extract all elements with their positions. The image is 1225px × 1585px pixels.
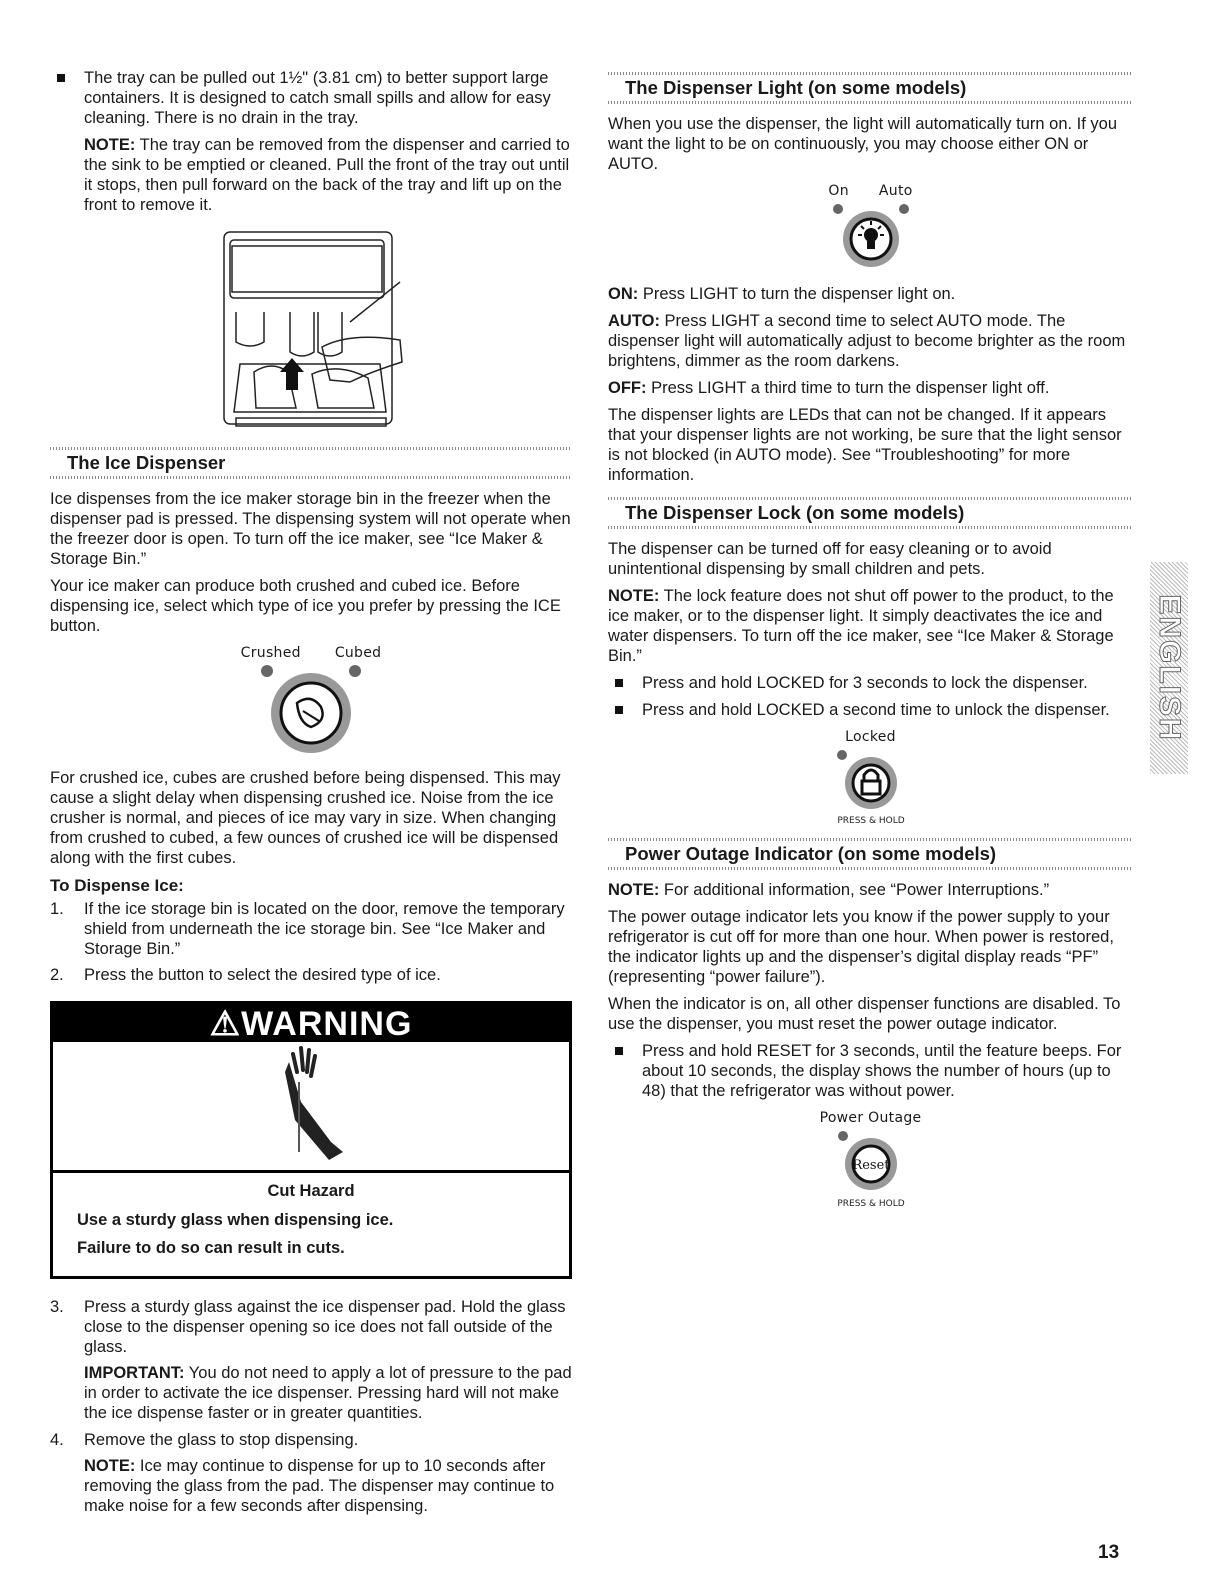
- lock-paragraph-1: The dispenser can be turned off for easy cleaning or to avoid unintentional dispensing by small children and pets.: [608, 540, 1052, 578]
- to-dispense-heading: To Dispense Ice:: [50, 876, 184, 895]
- light-bulb-icon: [816, 201, 926, 271]
- off-mode: [608, 378, 1133, 398]
- power-outage-heading: [608, 838, 1133, 870]
- note-label: NOTE:: [84, 1457, 136, 1475]
- on-label: On: [828, 183, 849, 199]
- note-text: The tray can be removed from the dispenser and carried to the sink to be emptied or cleaned. Pull the front of the tray out until it stops, then pull forward on the back of the tray and lift up on the front to remove it.: [84, 136, 570, 214]
- step-text: Remove the glass to stop dispensing.: [84, 1431, 359, 1449]
- note-label: NOTE:: [608, 587, 660, 605]
- warning-box: [50, 1001, 572, 1279]
- right-column: [608, 72, 1133, 1217]
- reset-icon: [811, 1128, 931, 1212]
- warning-line-1: Use a sturdy glass when dispensing ice.: [77, 1211, 394, 1229]
- ice-paragraph-3: For crushed ice, cubes are crushed before being dispensed. This may cause a slight delay when dispensing crushed ice. Noise from the ice crusher is normal, and pieces of ice may vary in size. When changing from crushed to cubed, a few ounces of crushed ice will be dispensed along with the first cubes.: [50, 769, 561, 867]
- step-text: Press a sturdy glass against the ice dispenser pad. Hold the glass close to the dispenser opening so ice does not fall outside of the glass.: [84, 1298, 566, 1356]
- ice-button-icon: [241, 663, 381, 755]
- light-paragraph-2: The dispenser lights are LEDs that can not be changed. If it appears that your dispenser lights are not working, be sure that the light sensor is not blocked (in AUTO mode). See “Troubleshooting” for more information.: [608, 406, 1122, 484]
- note-label: NOTE:: [84, 136, 136, 154]
- step-number: 4.: [50, 1431, 64, 1449]
- step-4: [50, 1430, 572, 1450]
- side-tab-label: ENGLISH: [1153, 594, 1186, 742]
- power-paragraph-1: The power outage indicator lets you know if the power supply to your refrigerator is cut off for more than one hour. When power is restored, the indicator lights up and the dispenser’s digital display reads “PF” (representing “power failure”).: [608, 908, 1114, 986]
- lock-icon: [816, 747, 926, 827]
- power-note: [608, 880, 1133, 900]
- step-text: If the ice storage bin is located on the door, remove the temporary shield from underneath the ice storage bin. See “Ice Maker and Storage Bin.”: [84, 900, 565, 958]
- lock-button-diagram: [608, 727, 1133, 832]
- section-title: The Dispenser Light (on some models): [625, 77, 967, 98]
- light-paragraph-1: When you use the dispenser, the light will automatically turn on. If you want the light to be on continuously, you may choose either ON or AUTO.: [608, 115, 1118, 173]
- note-label: NOTE:: [608, 881, 660, 899]
- ice-paragraph-1: Ice dispenses from the ice maker storage bin in the freezer when the dispenser pad is pressed. The dispensing system will not operate when the freezer door is open. To turn off the ice maker, see “Ice Maker & Storage Bin.”: [50, 490, 571, 568]
- step-number: 2.: [50, 966, 64, 984]
- left-column: [50, 68, 572, 1523]
- cubed-label: Cubed: [334, 645, 382, 661]
- step-text: Press the button to select the desired type of ice.: [84, 966, 441, 984]
- auto-mode-label: AUTO:: [608, 312, 660, 330]
- hazard-title: Cut Hazard: [267, 1182, 355, 1200]
- crushed-label: Crushed: [240, 645, 301, 661]
- page-number: 13: [1098, 1542, 1120, 1563]
- auto-label: Auto: [878, 183, 913, 199]
- important-note: [50, 1363, 572, 1423]
- on-mode: [608, 284, 1133, 304]
- lock-note: [608, 586, 1133, 666]
- note-text: The lock feature does not shut off power to the product, to the ice maker, or to the dispenser light. It simply deactivates the ice and water dispensers. To turn off the ice maker, see “Ice Maker & Storage Bin.”: [608, 587, 1114, 665]
- press-hold-text: PRESS & HOLD: [836, 1199, 905, 1209]
- lock-bullet-1: Press and hold LOCKED for 3 seconds to lock the dispenser.: [608, 673, 1133, 693]
- auto-mode-text: Press LIGHT a second time to select AUTO mode. The dispenser light will automatically adjust to become brighter as the room brightens, dimmer as the room darkens.: [608, 312, 1126, 370]
- language-side-tab: [1150, 562, 1188, 774]
- tray-bullet: The tray can be pulled out 1½" (3.81 cm) to better support large containers. It is designed to catch small spills and allow for easy cleaning. There is no drain in the tray.: [50, 68, 572, 128]
- important-label: IMPORTANT:: [84, 1364, 185, 1382]
- power-bullet-1: Press and hold RESET for 3 seconds, until the feature beeps. For about 10 seconds, the display shows the number of hours (up to 48) that the refrigerator was without power.: [608, 1041, 1133, 1101]
- ice-dispenser-heading: [50, 447, 572, 479]
- locked-label: Locked: [845, 729, 896, 745]
- step-3: [50, 1297, 572, 1357]
- power-paragraph-2: When the indicator is on, all other dispenser functions are disabled. To use the dispenser, you must reset the power outage indicator.: [608, 995, 1121, 1033]
- reset-text: Reset: [851, 1158, 890, 1173]
- dispenser-lock-heading: [608, 497, 1133, 529]
- auto-mode: [608, 311, 1133, 371]
- off-mode-text: Press LIGHT a third time to turn the dispenser light off.: [646, 379, 1050, 397]
- important-text: You do not need to apply a lot of pressure to the pad in order to activate the ice dispenser. Pressing hard will not make the ice dispense faster or in greater quantities.: [84, 1364, 572, 1422]
- tray-note: [50, 135, 572, 215]
- lock-bullet-2: Press and hold LOCKED a second time to unlock the dispenser.: [608, 700, 1133, 720]
- ice-paragraph-2: Your ice maker can produce both crushed and cubed ice. Before dispensing ice, select which type of ice you prefer by pressing the ICE button.: [50, 577, 561, 635]
- section-title: The Ice Dispenser: [67, 452, 226, 473]
- section-title: Power Outage Indicator (on some models): [625, 843, 997, 864]
- step-number: 1.: [50, 900, 64, 918]
- note-text: For additional information, see “Power Interruptions.”: [659, 881, 1050, 899]
- reset-button-diagram: [608, 1108, 1133, 1217]
- step-1: [50, 899, 572, 959]
- step-2: [50, 965, 572, 985]
- step-number: 3.: [50, 1298, 64, 1316]
- power-outage-label: Power Outage: [819, 1110, 922, 1126]
- on-mode-label: ON:: [608, 285, 639, 303]
- cut-hazard-hand-icon: [53, 1042, 569, 1173]
- off-mode-label: OFF:: [608, 379, 647, 397]
- section-title: The Dispenser Lock (on some models): [625, 502, 965, 523]
- dispenser-tray-illustration: [50, 222, 572, 447]
- warning-title: ⚠WARNING: [53, 1004, 569, 1042]
- ice-button-diagram: [50, 643, 572, 760]
- dispenser-light-heading: [608, 72, 1133, 104]
- step-4-note: [50, 1456, 572, 1516]
- on-mode-text: Press LIGHT to turn the dispenser light on.: [638, 285, 956, 303]
- press-hold-text: PRESS & HOLD: [836, 816, 905, 826]
- note-text: Ice may continue to dispense for up to 10 seconds after removing the glass from the pad. The dispenser may continue to make noise for a few seconds after dispensing.: [84, 1457, 555, 1515]
- warning-line-2: Failure to do so can result in cuts.: [77, 1239, 345, 1257]
- light-button-diagram: [608, 181, 1133, 276]
